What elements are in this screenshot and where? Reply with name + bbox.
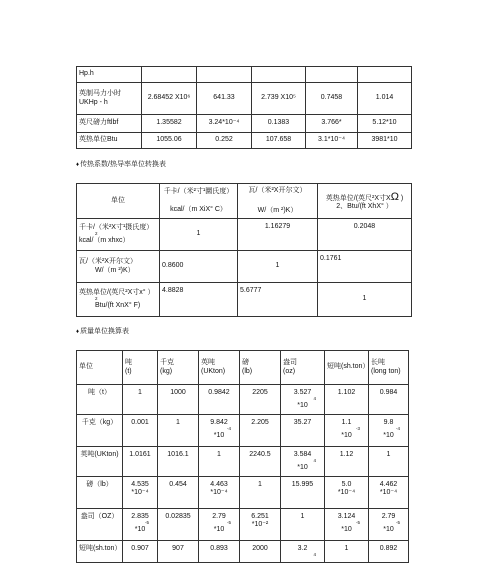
table-cell: 2.79 -5 *10 — [199, 509, 240, 541]
table-cell: 35.27 — [281, 415, 325, 447]
table-cell: 0.001 — [123, 415, 158, 447]
table-cell: 0.907 — [123, 541, 158, 563]
table-cell: 1 — [158, 415, 199, 447]
row-label: 英热单位Btu — [77, 133, 142, 149]
table-header-row — [77, 351, 409, 385]
section-heading-mass: ♦质量单位换算表 — [76, 328, 130, 335]
header-cell: 英吨 (UKton) — [199, 351, 240, 385]
table-cell: 1016.1 — [158, 447, 199, 477]
table-cell: 5.12*10 — [358, 115, 412, 133]
table-cell: 1055.06 — [142, 133, 197, 149]
table-header-row — [77, 184, 412, 219]
table-cell: 1 — [369, 447, 409, 477]
row-label: Hp.h — [77, 67, 142, 83]
table-cell: 0.454 — [158, 477, 199, 509]
table-cell: 0.7458 — [306, 83, 358, 115]
table-cell: 907 — [158, 541, 199, 563]
table-row — [77, 477, 409, 509]
table-cell: 2.205 — [240, 415, 281, 447]
table-row — [77, 83, 412, 115]
table-cell: 3.527 4 *10 — [281, 385, 325, 415]
table-cell: 1 — [160, 219, 238, 251]
table-cell: 3.1*10⁻⁴ — [306, 133, 358, 149]
table-cell: 5.0 *10⁻⁴ — [325, 477, 369, 509]
table-cell: 1 — [123, 385, 158, 415]
table-cell: 0.252 — [197, 133, 252, 149]
table-cell: 1 — [281, 509, 325, 541]
row-label: 英吨(UKton) — [77, 447, 123, 477]
header-cell: 盎司 (oz) — [281, 351, 325, 385]
row-label: 英尺磅力ftlbf — [77, 115, 142, 133]
table-cell: 3.766* — [306, 115, 358, 133]
table-cell: 2.68452 X10⁶ — [142, 83, 197, 115]
table-cell: 107.658 — [252, 133, 306, 149]
table-cell: 0.893 — [199, 541, 240, 563]
table-cell: 0.8600 — [160, 251, 238, 283]
table-cell: 2.835 -5 *10 — [123, 509, 158, 541]
table-cell: 2000 — [240, 541, 281, 563]
header-watt: 瓦/（米²X开尔文） W/（m ²)K） — [238, 184, 318, 219]
table-cell: 2.79 -5 *10 — [369, 509, 409, 541]
table-cell: 0.2048 — [318, 219, 412, 251]
table-cell: 1 — [318, 283, 412, 317]
table-cell: 15.995 — [281, 477, 325, 509]
table-cell: 1.102 — [325, 385, 369, 415]
table-row — [77, 133, 412, 149]
header-cell: 千克 (kg) — [158, 351, 199, 385]
table-row — [77, 447, 409, 477]
header-cell: 短吨(sh.ton） — [325, 351, 369, 385]
table-cell: 5.6777 — [238, 283, 318, 317]
table-row — [77, 509, 409, 541]
table-cell: 1 — [199, 447, 240, 477]
row-label: 盎司（OZ） — [77, 509, 123, 541]
row-label: 英热单位/(英尺²X寸x° ） 2 Btu/(ft XnX° F) — [77, 283, 160, 317]
table-row — [77, 385, 409, 415]
row-label: 瓦/（米²X开尔文） W/（m ²)K） — [77, 251, 160, 283]
row-label: 吨（t） — [77, 385, 123, 415]
header-cell: 长吨 (long ton) — [369, 351, 409, 385]
row-label: 磅（lb） — [77, 477, 123, 509]
table-cell: 1 — [325, 541, 369, 563]
energy-conversion-table — [76, 66, 412, 149]
table-cell: 0.9842 — [199, 385, 240, 415]
table-cell: 1.1 -3 *10 — [325, 415, 369, 447]
table-cell: 4.462 *10⁻⁴ — [369, 477, 409, 509]
table-cell: 0.1761 — [318, 251, 412, 283]
table-cell: 4.8828 — [160, 283, 238, 317]
table-cell: 0.984 — [369, 385, 409, 415]
table-cell: 1.16279 — [238, 219, 318, 251]
table-cell: 1000 — [158, 385, 199, 415]
table-cell: 641.33 — [197, 83, 252, 115]
table-row — [77, 219, 412, 251]
bullet-icon: ♦ — [76, 162, 80, 168]
table-cell: 1 — [238, 251, 318, 283]
table-cell: 3.584 4 *10 — [281, 447, 325, 477]
table-row — [77, 67, 412, 83]
table-cell: 9.842 -4 *10 — [199, 415, 240, 447]
table-cell: 2240.5 — [240, 447, 281, 477]
table-cell: 1.12 — [325, 447, 369, 477]
table-cell: 1.35582 — [142, 115, 197, 133]
table-cell: 3981*10 — [358, 133, 412, 149]
header-cell: 单位 — [77, 351, 123, 385]
row-label: 短吨(sh.ton） — [77, 541, 123, 563]
table-row — [77, 283, 412, 317]
bullet-icon: ♦ — [76, 329, 80, 335]
table-cell: 4.463 *10⁻⁴ — [199, 477, 240, 509]
table-cell: 3.24*10⁻⁴ — [197, 115, 252, 133]
table-cell: 3.124 -5 *10 — [325, 509, 369, 541]
header-kcal: 千卡/（米²寸¹圜氏度） kcal/（m XiX° C） — [160, 184, 238, 219]
heat-transfer-table — [76, 183, 412, 317]
table-cell: 2.739 X10⁵ — [252, 83, 306, 115]
table-cell: 2205 — [240, 385, 281, 415]
table-cell: 9.8 -4 *10 — [369, 415, 409, 447]
header-unit: 单位 — [77, 184, 160, 219]
row-label: 英制马力小时 UKHp - h — [77, 83, 142, 115]
table-row — [77, 541, 409, 563]
table-cell: 0.02835 — [158, 509, 199, 541]
table-cell: 3.2 4 — [281, 541, 325, 563]
mass-conversion-table — [76, 350, 409, 563]
table-row — [77, 251, 412, 283]
table-cell: 1.0161 — [123, 447, 158, 477]
row-label: 千克（kg） — [77, 415, 123, 447]
table-row — [77, 115, 412, 133]
table-row — [77, 415, 409, 447]
table-cell: 4.535 *10⁻⁴ — [123, 477, 158, 509]
header-cell: 吨 (t) — [123, 351, 158, 385]
table-cell: 6.251 *10⁻² — [240, 509, 281, 541]
table-cell: 1 — [240, 477, 281, 509]
table-cell: 0.892 — [369, 541, 409, 563]
section-heading-heat-transfer: ♦传热系数/热导率单位转换表 — [76, 161, 167, 168]
table-cell: 1.014 — [358, 83, 412, 115]
table-cell: 0.1383 — [252, 115, 306, 133]
header-cell: 磅 (lb) — [240, 351, 281, 385]
row-label: 千卡/（米²X寸¹摄氏度） 2 kcal/（m xhxc） — [77, 219, 160, 251]
header-btu: 英热单位/(英尺²X寸XΩ ) 2、Btu/(ft XhX° ） — [318, 184, 412, 219]
